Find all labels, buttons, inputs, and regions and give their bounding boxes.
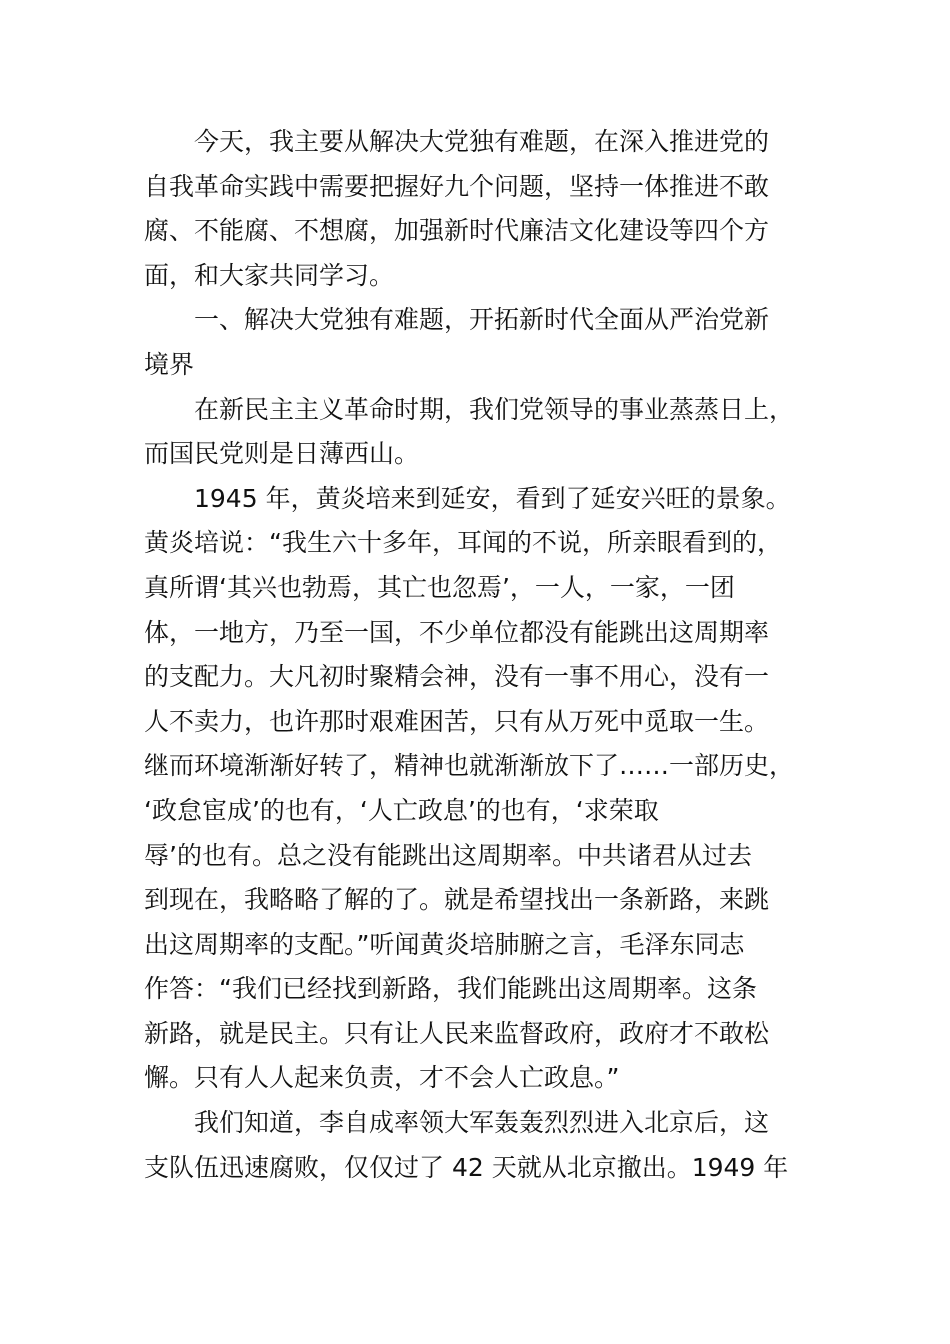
paragraph-line: 腐、不能腐、不想腐，加强新时代廉洁文化建设等四个方 xyxy=(144,216,770,246)
paragraph-line: 而国民党则是日薄西山。 xyxy=(144,439,420,469)
paragraph-line: 在新民主主义革命时期，我们党领导的事业蒸蒸日上， xyxy=(194,394,795,424)
paragraph-line: 出这周期率的支配。”听闻黄炎培肺腑之言，毛泽东同志 xyxy=(144,929,745,959)
section-heading: 一、解决大党独有难题，开拓新时代全面从严治党新 xyxy=(194,305,770,335)
paragraph-line: 今天，我主要从解决大党独有难题，在深入推进党的 xyxy=(194,127,770,156)
body-text xyxy=(144,120,806,1190)
paragraph-line: 懈。只有人人起来负责，才不会人亡政息。” xyxy=(144,1063,620,1093)
paragraph-line: 继而环境渐渐好转了，精神也就渐渐放下了……一部历史， xyxy=(144,751,795,781)
paragraph-line: 到现在，我略略了解的了。就是希望找出一条新路，来跳 xyxy=(144,885,770,915)
paragraph-line: 面，和大家共同学习。 xyxy=(144,260,395,290)
paragraph-line: 人不卖力，也许那时艰难困苦，只有从万死中觅取一生。 xyxy=(144,706,770,736)
paragraph-line: 真所谓‘其兴也勃焉，其亡也忽焉’，一人，一家，一团 xyxy=(144,572,735,602)
paragraph-line: 支队伍迅速腐败，仅仅过了 42 天就从北京撤出。1949 年 xyxy=(144,1152,789,1182)
paragraph-line: ‘政怠宦成’的也有，‘人亡政息’的也有，‘求荣取 xyxy=(144,795,659,825)
section-heading: 境界 xyxy=(144,349,195,379)
paragraph-line: 的支配力。大凡初时聚精会神，没有一事不用心，没有一 xyxy=(144,662,770,692)
paragraph-line: 黄炎培说：“我生六十多年，耳闻的不说，所亲眼看到的， xyxy=(144,528,782,558)
paragraph-line: 我们知道，李自成率领大军轰轰烈烈进入北京后，这 xyxy=(194,1108,770,1138)
paragraph-line: 1945 年，黄炎培来到延安，看到了延安兴旺的景象。 xyxy=(194,483,791,513)
paragraph-line: 体，一地方，乃至一国，不少单位都没有能跳出这周期率 xyxy=(144,617,770,647)
paragraph-line: 辱’的也有。总之没有能跳出这周期率。中共诸君从过去 xyxy=(144,840,752,870)
paragraph-line: 新路，就是民主。只有让人民来监督政府，政府才不敢松 xyxy=(144,1018,770,1048)
paragraph-line: 作答：“我们已经找到新路，我们能跳出这周期率。这条 xyxy=(144,974,757,1004)
paragraph-line: 自我革命实践中需要把握好九个问题，坚持一体推进不敢 xyxy=(144,171,770,201)
